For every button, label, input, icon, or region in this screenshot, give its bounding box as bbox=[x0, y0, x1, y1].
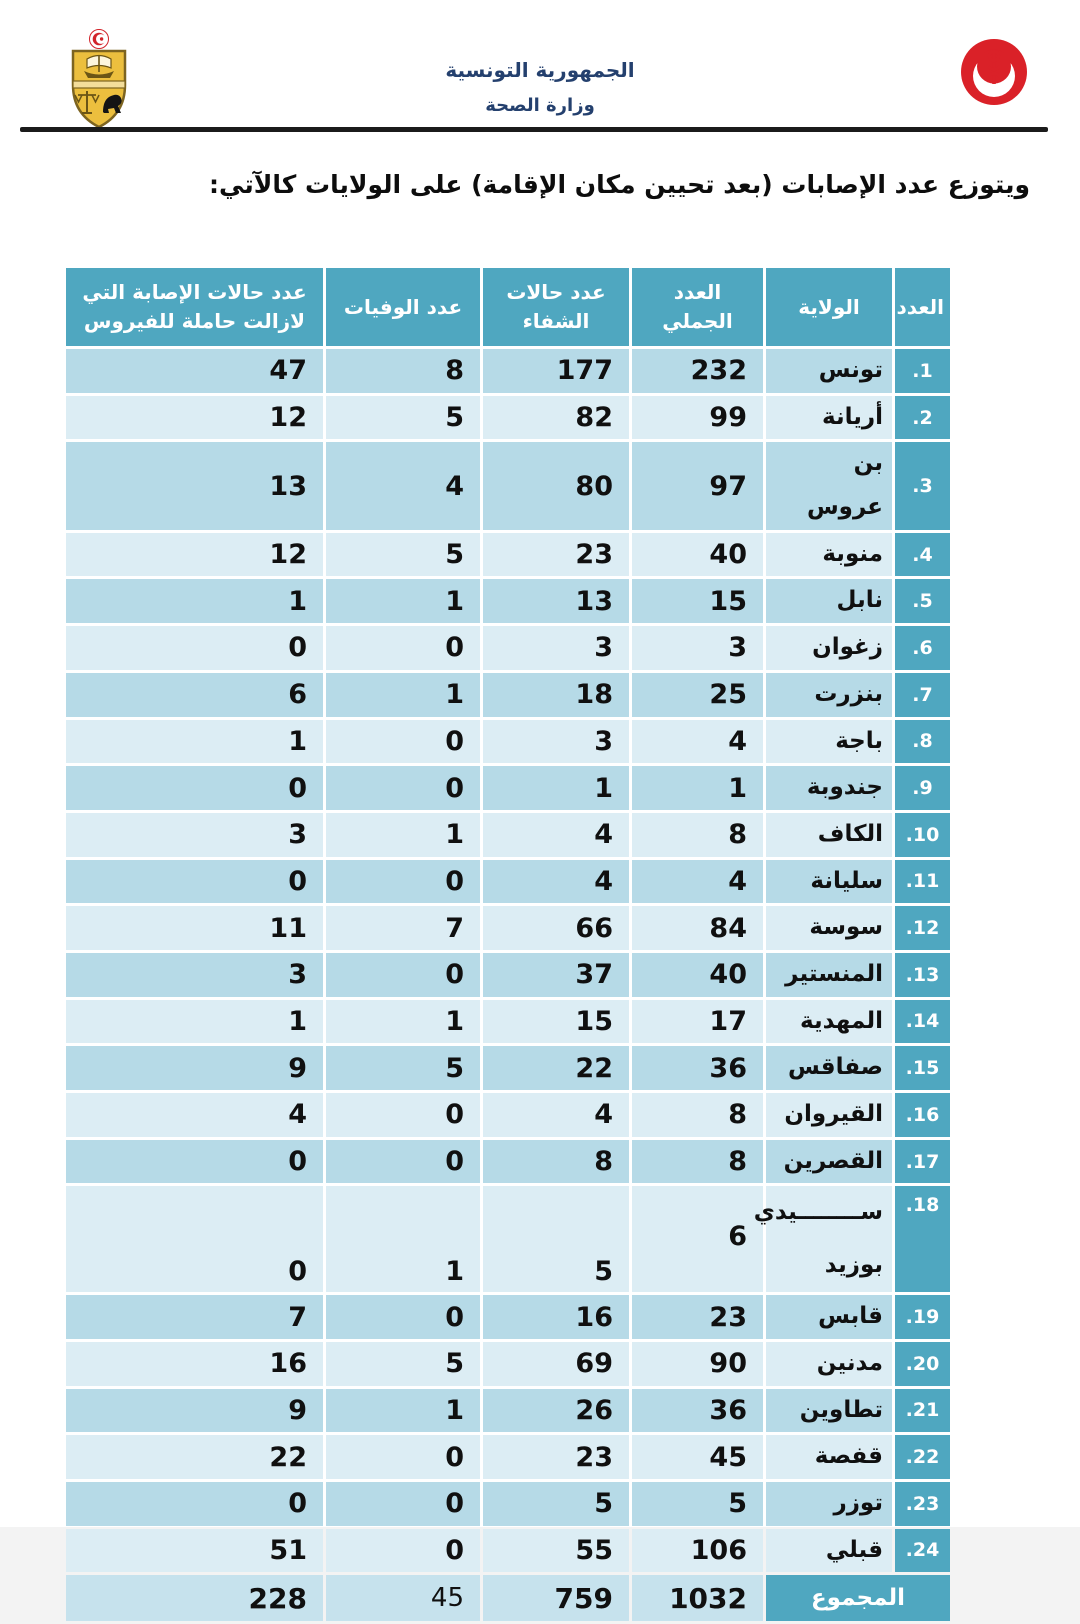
governorate-cell: منوبة bbox=[766, 533, 892, 577]
row-number-cell: .5 bbox=[895, 579, 950, 623]
governorate-cell: قبلي bbox=[766, 1529, 892, 1573]
table-row bbox=[66, 442, 950, 529]
recovered-cell: 22 bbox=[483, 1046, 629, 1090]
deaths-cell: 8 bbox=[326, 349, 480, 393]
total-cases-cell: 1 bbox=[632, 766, 763, 810]
recovered-cell: 23 bbox=[483, 533, 629, 577]
column-header-total: العدد الجملي bbox=[632, 268, 763, 346]
total-cases-cell: 25 bbox=[632, 673, 763, 717]
total-cases-cell: 4 bbox=[632, 860, 763, 904]
total-cases-cell: 23 bbox=[632, 1295, 763, 1339]
deaths-cell: 1 bbox=[326, 1186, 480, 1292]
row-number-cell: .17 bbox=[895, 1140, 950, 1184]
recovered-cell: 37 bbox=[483, 953, 629, 997]
row-number-cell: .7 bbox=[895, 673, 950, 717]
recovered-cell: 4 bbox=[483, 860, 629, 904]
republic-title: الجمهورية التونسية bbox=[445, 58, 635, 82]
total-cases-cell: 4 bbox=[632, 720, 763, 764]
deaths-cell: 0 bbox=[326, 766, 480, 810]
recovered-cell: 82 bbox=[483, 396, 629, 440]
total-cases-cell: 84 bbox=[632, 906, 763, 950]
governorate-cell: ســــــــيدي بوزيد bbox=[766, 1186, 892, 1292]
table-row bbox=[66, 1529, 950, 1573]
row-number-cell: .3 bbox=[895, 442, 950, 529]
recovered-cell: 5 bbox=[483, 1186, 629, 1292]
total-cases-cell: 6 bbox=[632, 1186, 763, 1292]
row-number-cell: .21 bbox=[895, 1389, 950, 1433]
recovered-cell: 66 bbox=[483, 906, 629, 950]
column-header-deaths: عدد الوفيات bbox=[326, 268, 480, 346]
table-row bbox=[66, 720, 950, 764]
recovered-cell: 177 bbox=[483, 349, 629, 393]
deaths-cell: 5 bbox=[326, 1342, 480, 1386]
recovered-cell: 69 bbox=[483, 1342, 629, 1386]
row-number-cell: .20 bbox=[895, 1342, 950, 1386]
header-titles bbox=[0, 58, 1080, 116]
total-cases-cell: 90 bbox=[632, 1342, 763, 1386]
column-header-recovered: عدد حالات الشفاء bbox=[483, 268, 629, 346]
row-number-cell: .4 bbox=[895, 533, 950, 577]
governorate-cell: قابس bbox=[766, 1295, 892, 1339]
governorate-cell: تونس bbox=[766, 349, 892, 393]
total-cases-cell: 8 bbox=[632, 813, 763, 857]
governorate-cell: زغوان bbox=[766, 626, 892, 670]
table-row bbox=[66, 1093, 950, 1137]
row-number-cell: .13 bbox=[895, 953, 950, 997]
table-row bbox=[66, 673, 950, 717]
recovered-cell: 18 bbox=[483, 673, 629, 717]
deaths-cell: 1 bbox=[326, 1000, 480, 1044]
governorate-cell: نابل bbox=[766, 579, 892, 623]
column-header-number: العدد bbox=[895, 268, 950, 346]
deaths-cell: 7 bbox=[326, 906, 480, 950]
ministry-title: وزارة الصحة bbox=[485, 95, 595, 116]
deaths-cell: 1 bbox=[326, 813, 480, 857]
active-cases-cell: 0 bbox=[66, 766, 323, 810]
deaths-cell: 5 bbox=[326, 1046, 480, 1090]
active-cases-cell: 3 bbox=[66, 813, 323, 857]
governorate-cell: سوسة bbox=[766, 906, 892, 950]
governorate-cell: أريانة bbox=[766, 396, 892, 440]
table-row bbox=[66, 1186, 950, 1292]
column-header-active: عدد حالات الإصابة التي لازالت حاملة للفيروس bbox=[66, 268, 323, 346]
row-number-cell: .16 bbox=[895, 1093, 950, 1137]
total-label: المجموع bbox=[766, 1575, 950, 1621]
row-number-cell: .2 bbox=[895, 396, 950, 440]
governorate-cell: تطاوين bbox=[766, 1389, 892, 1433]
total-cases-cell: 45 bbox=[632, 1435, 763, 1479]
table-wrapper bbox=[63, 265, 953, 1624]
total-cases-cell: 36 bbox=[632, 1389, 763, 1433]
table-row bbox=[66, 1435, 950, 1479]
table-row bbox=[66, 626, 950, 670]
total-active-value: 228 bbox=[66, 1575, 323, 1621]
deaths-cell: 0 bbox=[326, 720, 480, 764]
deaths-cell: 0 bbox=[326, 1093, 480, 1137]
total-cases-cell: 40 bbox=[632, 953, 763, 997]
ministry-of-health-logo-icon bbox=[958, 36, 1030, 108]
active-cases-cell: 1 bbox=[66, 1000, 323, 1044]
governorate-cell: باجة bbox=[766, 720, 892, 764]
active-cases-cell: 22 bbox=[66, 1435, 323, 1479]
header-divider bbox=[20, 127, 1048, 132]
active-cases-cell: 1 bbox=[66, 579, 323, 623]
deaths-cell: 0 bbox=[326, 1295, 480, 1339]
active-cases-cell: 6 bbox=[66, 673, 323, 717]
governorate-cell: المنستير bbox=[766, 953, 892, 997]
active-cases-cell: 7 bbox=[66, 1295, 323, 1339]
active-cases-cell: 0 bbox=[66, 1186, 323, 1292]
row-number-cell: .15 bbox=[895, 1046, 950, 1090]
row-number-cell: .23 bbox=[895, 1482, 950, 1526]
total-cases-cell: 17 bbox=[632, 1000, 763, 1044]
table-header-row bbox=[66, 268, 950, 346]
table-row bbox=[66, 1046, 950, 1090]
total-cases-cell: 106 bbox=[632, 1529, 763, 1573]
governorate-cell: سليانة bbox=[766, 860, 892, 904]
recovered-cell: 23 bbox=[483, 1435, 629, 1479]
recovered-cell: 16 bbox=[483, 1295, 629, 1339]
total-cases-cell: 97 bbox=[632, 442, 763, 529]
row-number-cell: .19 bbox=[895, 1295, 950, 1339]
governorate-cell: قفصة bbox=[766, 1435, 892, 1479]
recovered-cell: 4 bbox=[483, 813, 629, 857]
governorate-cell: المهدية bbox=[766, 1000, 892, 1044]
table-row bbox=[66, 953, 950, 997]
deaths-cell: 1 bbox=[326, 1389, 480, 1433]
total-deaths-value: 45 bbox=[326, 1575, 480, 1621]
table-row bbox=[66, 1389, 950, 1433]
table-row bbox=[66, 813, 950, 857]
active-cases-cell: 0 bbox=[66, 1140, 323, 1184]
recovered-cell: 15 bbox=[483, 1000, 629, 1044]
row-number-cell: .11 bbox=[895, 860, 950, 904]
deaths-cell: 0 bbox=[326, 1482, 480, 1526]
intro-text: ويتوزع عدد الإصابات (بعد تحيين مكان الإقامة) على الولايات كالآتي: bbox=[209, 170, 1030, 199]
total-cases-cell: 232 bbox=[632, 349, 763, 393]
governorate-cell: بن عروس bbox=[766, 442, 892, 529]
table-row bbox=[66, 766, 950, 810]
total-cases-value: 1032 bbox=[632, 1575, 763, 1621]
row-number-cell: .18 bbox=[895, 1186, 950, 1292]
active-cases-cell: 4 bbox=[66, 1093, 323, 1137]
deaths-cell: 4 bbox=[326, 442, 480, 529]
table-row bbox=[66, 1342, 950, 1386]
active-cases-cell: 12 bbox=[66, 396, 323, 440]
governorate-cell: مدنين bbox=[766, 1342, 892, 1386]
recovered-cell: 1 bbox=[483, 766, 629, 810]
column-header-wilaya: الولاية bbox=[766, 268, 892, 346]
deaths-cell: 0 bbox=[326, 953, 480, 997]
row-number-cell: .12 bbox=[895, 906, 950, 950]
cases-by-governorate-table bbox=[63, 265, 953, 1624]
total-cases-cell: 3 bbox=[632, 626, 763, 670]
active-cases-cell: 51 bbox=[66, 1529, 323, 1573]
total-cases-cell: 36 bbox=[632, 1046, 763, 1090]
table-row bbox=[66, 1482, 950, 1526]
table-row bbox=[66, 906, 950, 950]
table-row bbox=[66, 1295, 950, 1339]
active-cases-cell: 0 bbox=[66, 626, 323, 670]
recovered-cell: 4 bbox=[483, 1093, 629, 1137]
total-recovered-value: 759 bbox=[483, 1575, 629, 1621]
row-number-cell: .1 bbox=[895, 349, 950, 393]
table-row bbox=[66, 1140, 950, 1184]
governorate-cell: بنزرت bbox=[766, 673, 892, 717]
deaths-cell: 0 bbox=[326, 1435, 480, 1479]
table-row bbox=[66, 1000, 950, 1044]
table-row bbox=[66, 349, 950, 393]
active-cases-cell: 9 bbox=[66, 1046, 323, 1090]
recovered-cell: 26 bbox=[483, 1389, 629, 1433]
recovered-cell: 8 bbox=[483, 1140, 629, 1184]
active-cases-cell: 9 bbox=[66, 1389, 323, 1433]
active-cases-cell: 0 bbox=[66, 1482, 323, 1526]
table-row bbox=[66, 396, 950, 440]
total-cases-cell: 5 bbox=[632, 1482, 763, 1526]
row-number-cell: .9 bbox=[895, 766, 950, 810]
row-number-cell: .14 bbox=[895, 1000, 950, 1044]
total-cases-cell: 99 bbox=[632, 396, 763, 440]
recovered-cell: 13 bbox=[483, 579, 629, 623]
recovered-cell: 55 bbox=[483, 1529, 629, 1573]
governorate-cell: جندوبة bbox=[766, 766, 892, 810]
total-cases-cell: 8 bbox=[632, 1093, 763, 1137]
total-cases-cell: 8 bbox=[632, 1140, 763, 1184]
table-row bbox=[66, 579, 950, 623]
active-cases-cell: 13 bbox=[66, 442, 323, 529]
governorate-cell: توزر bbox=[766, 1482, 892, 1526]
governorate-cell: الكاف bbox=[766, 813, 892, 857]
deaths-cell: 0 bbox=[326, 860, 480, 904]
deaths-cell: 0 bbox=[326, 1140, 480, 1184]
recovered-cell: 3 bbox=[483, 720, 629, 764]
governorate-cell: القصرين bbox=[766, 1140, 892, 1184]
active-cases-cell: 16 bbox=[66, 1342, 323, 1386]
total-cases-cell: 40 bbox=[632, 533, 763, 577]
governorate-cell: القيروان bbox=[766, 1093, 892, 1137]
total-row bbox=[66, 1575, 950, 1621]
total-cases-cell: 15 bbox=[632, 579, 763, 623]
table-row bbox=[66, 533, 950, 577]
active-cases-cell: 3 bbox=[66, 953, 323, 997]
active-cases-cell: 11 bbox=[66, 906, 323, 950]
deaths-cell: 5 bbox=[326, 396, 480, 440]
recovered-cell: 5 bbox=[483, 1482, 629, 1526]
row-number-cell: .6 bbox=[895, 626, 950, 670]
deaths-cell: 5 bbox=[326, 533, 480, 577]
deaths-cell: 1 bbox=[326, 673, 480, 717]
governorate-cell: صفاقس bbox=[766, 1046, 892, 1090]
deaths-cell: 0 bbox=[326, 1529, 480, 1573]
row-number-cell: .24 bbox=[895, 1529, 950, 1573]
recovered-cell: 80 bbox=[483, 442, 629, 529]
document-header bbox=[0, 0, 1080, 133]
active-cases-cell: 0 bbox=[66, 860, 323, 904]
active-cases-cell: 12 bbox=[66, 533, 323, 577]
recovered-cell: 3 bbox=[483, 626, 629, 670]
deaths-cell: 0 bbox=[326, 626, 480, 670]
row-number-cell: .8 bbox=[895, 720, 950, 764]
row-number-cell: .22 bbox=[895, 1435, 950, 1479]
row-number-cell: .10 bbox=[895, 813, 950, 857]
active-cases-cell: 47 bbox=[66, 349, 323, 393]
table-row bbox=[66, 860, 950, 904]
active-cases-cell: 1 bbox=[66, 720, 323, 764]
deaths-cell: 1 bbox=[326, 579, 480, 623]
